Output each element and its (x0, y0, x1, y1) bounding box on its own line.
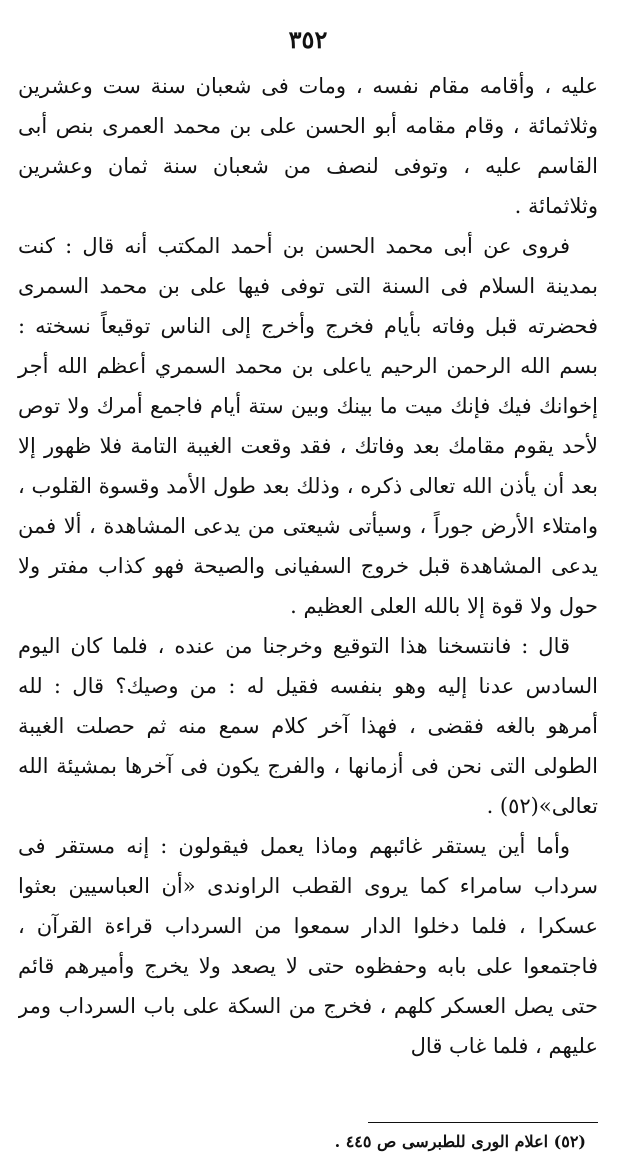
body-text (18, 66, 598, 1116)
paragraph-1: عليه ، وأقامه مقام نفسه ، ومات فى شعبان سنة ست وعشرين وثلاثمائة ، وقام مقامه أبو الحسن على بن محمد العمرى بنص أبى القاسم عليه ، وتوفى لنصف من شعبان سنة ثمان وعشرين وثلاثمائة . (18, 74, 598, 218)
paragraph-4: وأما أين يستقر غائبهم وماذا يعمل فيقولون : إنه مستقر فى سرداب سامراء كما يروى القطب الراوندى «أن العباسيين بعثوا عسكرا ، فلما دخلوا الدار سمعوا من السرداب قراءة القرآن ، فاجتمعوا على بابه وحفظوه حتى لا يصعد ولا يخرج وأميرهم قائم حتى يصل العسكر كلهم ، فخرج من السكة على باب السرداب ومر عليهم ، فلما غاب قال (18, 834, 598, 1058)
paragraph-3: قال : فانتسخنا هذا التوقيع وخرجنا من عنده ، فلما كان اليوم السادس عدنا إليه وهو بنفسه فقيل له : من وصيك؟ قال : لله أمرهو بالغه فقضى ، فهذا آخر كلام سمع منه ثم حصلت الغيبة الطولى التى نحن فى أزمانها ، والفرج يكون فى آخرها بمشيئة الله تعالى»(٥٢) . (18, 634, 598, 818)
paragraph-2: فروى عن أبى محمد الحسن بن أحمد المكتب أنه قال : كنت بمدينة السلام فى السنة التى توفى فيها على بن محمد السمرى فحضرته قبل وفاته بأيام فخرج وأخرج إلى الناس توقيعاً نسخته : بسم الله الرحمن الرحيم ياعلى بن محمد السمري أعظم الله أجر إخوانك فيك فإنك ميت ما بينك وبين ستة أيام فاجمع أمرك ولا توص لأحد يقوم مقامك بعد وفاتك ، فقد وقعت الغيبة التامة فلا ظهور إلا بعد أن يأذن الله تعالى ذكره ، وذلك بعد طول الأمد وقسوة القلوب ، وامتلاء الأرض جوراً ، وسيأتى شيعتى من يدعى المشاهدة ، ألا فمن يدعى المشاهدة قبل خروج السفيانى والصيحة فهو كذاب مفتر ولا حول ولا قوة إلا بالله العلى العظيم . (18, 234, 598, 618)
book-page (18, 20, 598, 1151)
footnote: (٥٢) اعلام الورى للطبرسى ص ٤٤٥ . (334, 1132, 586, 1151)
page-number: ٣٥٢ (288, 25, 328, 54)
footnote-divider (368, 1122, 598, 1123)
